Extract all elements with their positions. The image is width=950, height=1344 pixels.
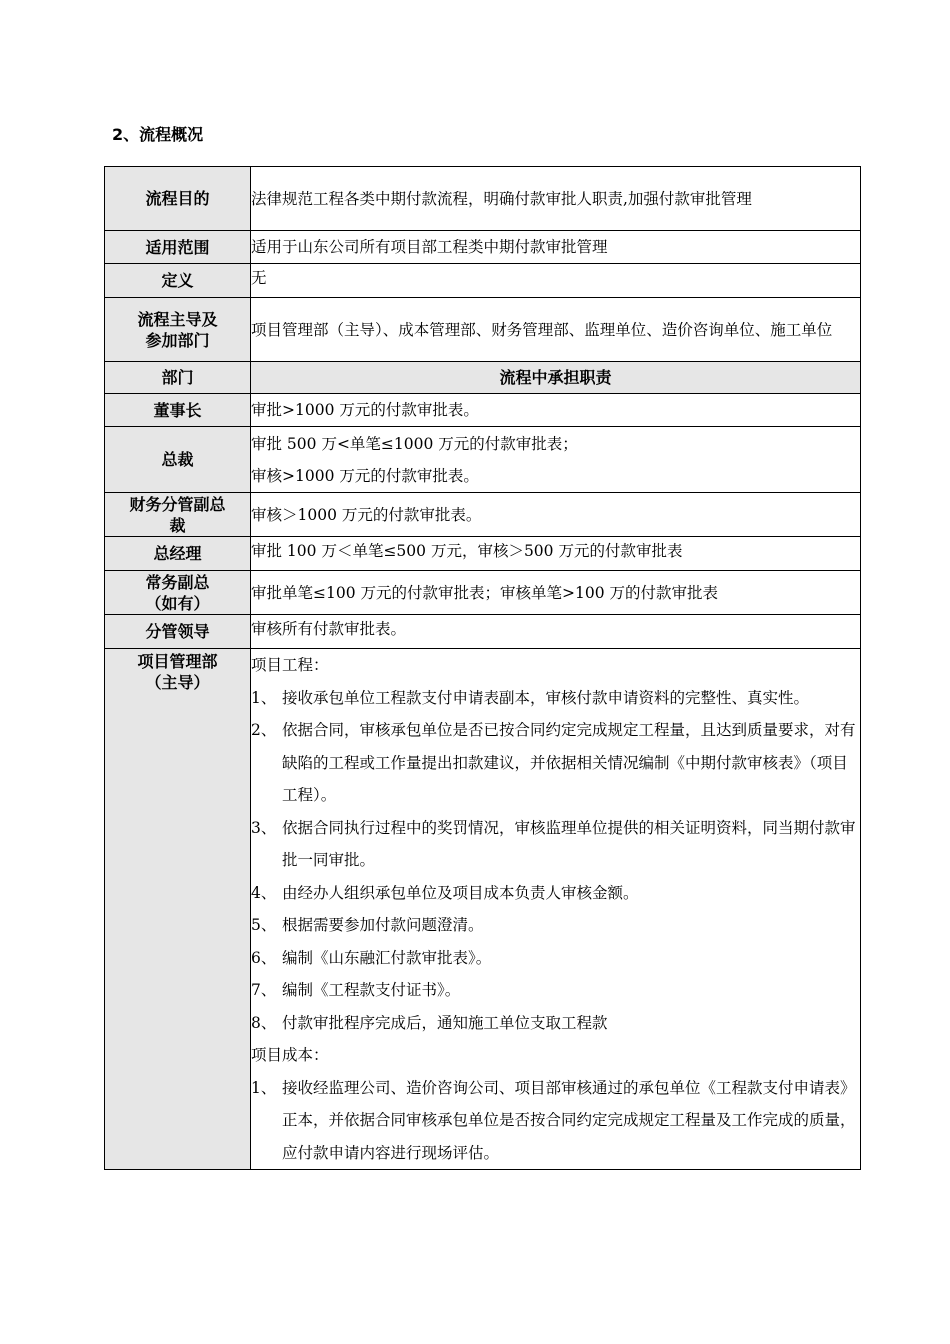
chairman-label: 董事长 xyxy=(105,394,251,427)
project-dept-duties xyxy=(251,649,861,1170)
definition-value: 无 xyxy=(251,264,861,298)
scope-value: 适用于山东公司所有项目部工程类中期付款审批管理 xyxy=(251,231,861,264)
row-chairman xyxy=(105,394,861,427)
departments-label-line2: 参加部门 xyxy=(145,330,210,350)
section-project-engineering: 项目工程： xyxy=(251,656,329,674)
row-scope xyxy=(105,231,861,264)
cost-duty-list xyxy=(251,1072,860,1170)
leader-label: 分管领导 xyxy=(105,615,251,649)
departments-label xyxy=(105,298,251,362)
list-item: 7、 编制《工程款支付证书》。 xyxy=(251,981,461,999)
project-dept-label xyxy=(105,649,251,1170)
row-gm xyxy=(105,537,861,571)
president-label: 总裁 xyxy=(105,427,251,493)
list-item: 4、 由经办人组织承包单位及项目成本负责人审核金额。 xyxy=(251,883,639,902)
scope-label: 适用范围 xyxy=(105,231,251,264)
purpose-label: 流程目的 xyxy=(105,167,251,231)
purpose-value: 法律规范工程各类中期付款流程，明确付款审批人职责,加强付款审批管理 xyxy=(251,167,861,231)
header-duty: 流程中承担职责 xyxy=(251,362,861,394)
list-item: 1、 接收承包单位工程款支付申请表副本，审核付款申请资料的完整性、真实性。 xyxy=(251,688,810,707)
list-item: 6、 编制《山东融汇付款审批表》。 xyxy=(251,948,492,967)
process-overview-table xyxy=(104,166,861,1170)
header-dept: 部门 xyxy=(105,362,251,394)
project-dept-label-line1: 项目管理部 xyxy=(137,652,218,671)
departments-value: 项目管理部（主导）、成本管理部、财务管理部、监理单位、造价咨询单位、施工单位 xyxy=(251,298,861,362)
executive-vp-label-line1: 常务副总 xyxy=(145,572,210,592)
finance-vp-value: 审核＞1000 万元的付款审批表。 xyxy=(251,493,861,537)
executive-vp-value: 审批单笔≤100 万元的付款审批表；审核单笔>100 万的付款审批表 xyxy=(251,571,861,615)
list-item: 5、 根据需要参加付款问题澄清。 xyxy=(251,916,484,934)
row-project-dept xyxy=(105,649,861,1170)
finance-vp-label-line2: 裁 xyxy=(169,515,186,535)
leader-value: 审核所有付款审批表。 xyxy=(251,615,861,649)
president-line1: 审批 500 万<单笔≤1000 万元的付款审批表； xyxy=(251,434,578,453)
president-value xyxy=(251,427,861,493)
definition-label: 定义 xyxy=(105,264,251,298)
president-line2: 审核>1000 万元的付款审批表。 xyxy=(251,466,479,485)
gm-value: 审批 100 万＜单笔≤500 万元，审核＞500 万元的付款审批表 xyxy=(251,537,861,571)
section-project-cost: 项目成本： xyxy=(251,1046,329,1064)
list-item: 1、 接收经监理公司、造价咨询公司、项目部审核通过的承包单位《工程款支付申请表》正本，并依据合同审核承包单位是否按合同约定完成规定工程量及工作完成的质量，应付款申请内容进行现场评估。 xyxy=(251,1078,856,1162)
list-item: 2、 依据合同，审核承包单位是否已按合同约定完成规定工程量，且达到质量要求，对有缺陷的工程或工作量提出扣款建议，并依据相关情况编制《中期付款审核表》（项目工程）。 xyxy=(251,721,856,804)
section-heading: 2、流程概况 xyxy=(112,125,204,144)
project-dept-label-line2: （主导） xyxy=(145,673,210,692)
row-executive-vp xyxy=(105,571,861,615)
row-table-header xyxy=(105,362,861,394)
finance-vp-label-line1: 财务分管副总 xyxy=(129,494,226,514)
row-leader xyxy=(105,615,861,649)
engineering-duty-list xyxy=(251,682,860,1040)
departments-label-line1: 流程主导及 xyxy=(137,309,218,329)
gm-label: 总经理 xyxy=(105,537,251,571)
row-definition xyxy=(105,264,861,298)
row-president xyxy=(105,427,861,493)
row-finance-vp xyxy=(105,493,861,537)
row-departments xyxy=(105,298,861,362)
row-purpose xyxy=(105,167,861,231)
finance-vp-label xyxy=(105,493,251,537)
list-item: 3、 依据合同执行过程中的奖罚情况，审核监理单位提供的相关证明资料，同当期付款审批一同审批。 xyxy=(251,818,856,869)
list-item: 8、 付款审批程序完成后，通知施工单位支取工程款 xyxy=(251,1013,608,1032)
chairman-value: 审批>1000 万元的付款审批表。 xyxy=(251,394,861,427)
executive-vp-label-line2: （如有） xyxy=(145,593,210,613)
executive-vp-label xyxy=(105,571,251,615)
